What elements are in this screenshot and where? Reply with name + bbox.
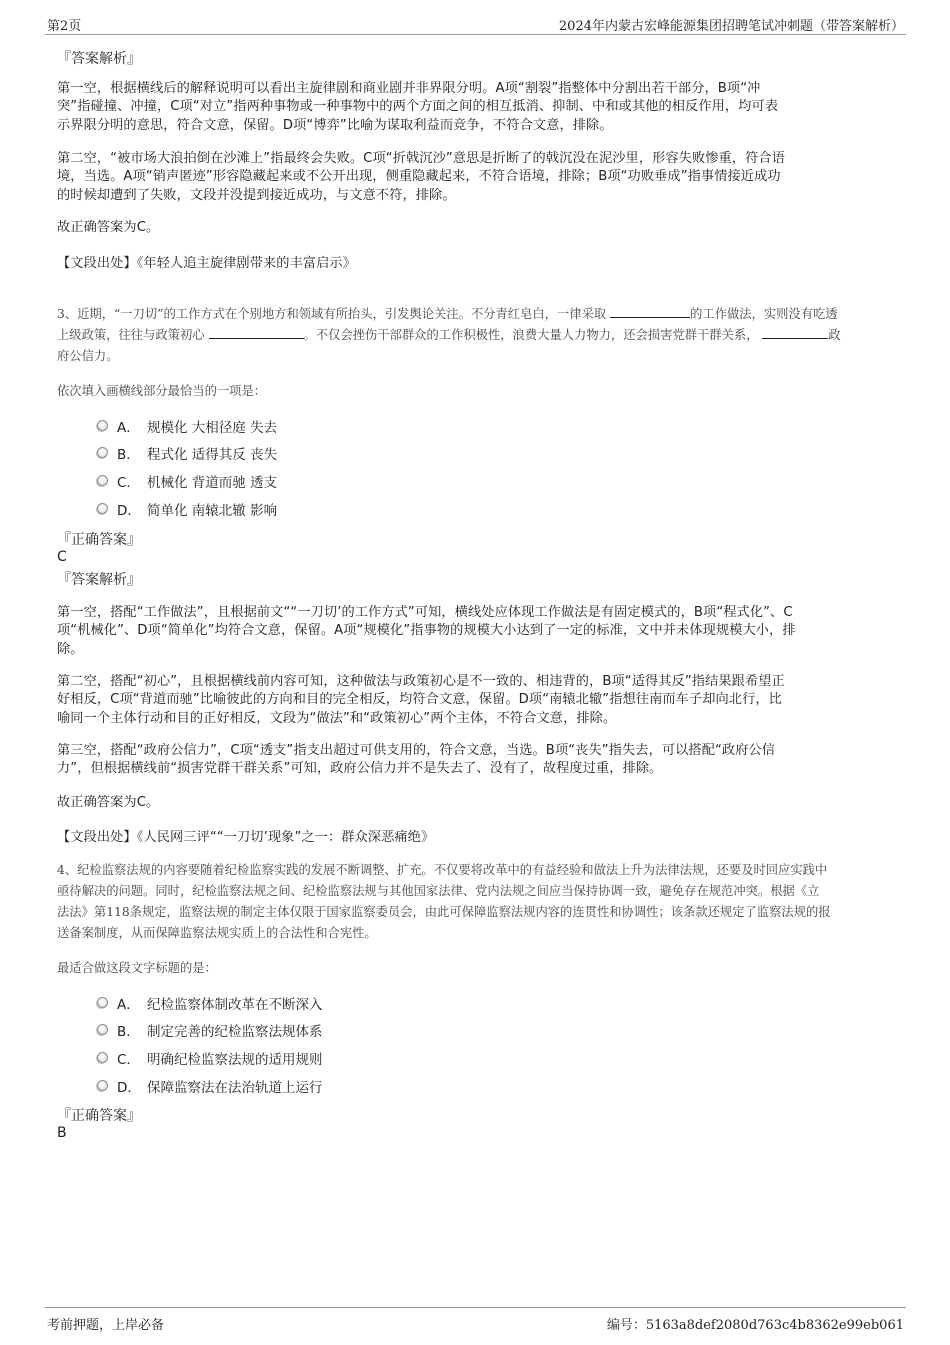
radio-button-icon[interactable] bbox=[97, 420, 108, 431]
text-line: 第二空，搭配“初心”，且根据横线前内容可知，这种做法与政策初心是不一致的、相违背的，B项“适得其反”指结果跟希望正 bbox=[57, 674, 785, 689]
radio-button-icon[interactable] bbox=[97, 1080, 108, 1091]
text-line: 除。 bbox=[57, 641, 84, 657]
text-line: 项“机械化”、D项“简单化”均符合文意，保留。A项“规模化”指事物的规模大小达到了一定的标准，文中并未体现规模大小，排 bbox=[57, 623, 796, 639]
text-line: 第二空，“被市场大浪拍倒在沙滩上”指最终会失败。C项“折戟沉沙”意思是折断了的戟沉没在泥沙里，形容失败惨重，符合语 bbox=[57, 151, 785, 166]
option-text: 保障监察法在法治轨道上运行 bbox=[147, 1080, 323, 1096]
analysis-tag: 『答案解析』 bbox=[57, 51, 141, 67]
conclusion: 故正确答案为C。 bbox=[57, 220, 160, 235]
source-citation: 【文段出处】《人民网三评““一刀切’现象”之一：群众深恶痛绝》 bbox=[57, 830, 435, 845]
text-line: 第三空，搭配“政府公信力”，C项“透支”指支出超过可供支用的，符合文意，当选。B项“丧失”指失去，可以搭配“政府公信 bbox=[57, 743, 776, 758]
page-number: 第2页 bbox=[47, 19, 82, 34]
question-4-text bbox=[57, 860, 900, 944]
option-letter: B． bbox=[117, 1024, 140, 1040]
correct-answer: C bbox=[57, 549, 67, 565]
question-line: 上级政策，往往与政策初心 。不仅会挫伤干部群众的工作积极性，浪费大量人力物力，还会损害党群干群关系， 政 bbox=[57, 328, 841, 342]
fill-blank-2 bbox=[209, 326, 304, 339]
text-line: 喻同一个主体行动和目的正好相反，文段为“做法”和“政策初心”两个主体，不符合文意，排除。 bbox=[57, 710, 617, 726]
text-line: 第一空，根据横线后的解释说明可以看出主旋律剧和商业剧并非界限分明。A项“割裂”指整体中分割出若干部分，B项“冲 bbox=[57, 81, 761, 96]
analysis-paragraph-3 bbox=[57, 742, 900, 779]
text-line: 突”指碰撞、冲撞，C项“对立”指两种事物或一种事物中的两个方面之间的相互抵消、抑制、中和或其他的相反作用，均可表 bbox=[57, 99, 779, 115]
source-citation: 【文段出处】《年轻人追主旋律剧带来的丰富启示》 bbox=[57, 256, 357, 271]
option-letter: D． bbox=[117, 1080, 141, 1096]
text-line: 第一空，搭配“工作做法”，且根据前文““一刀切’的工作方式”可知，横线处应体现工作做法是有固定模式的，B项“程式化”、C bbox=[57, 605, 793, 620]
text-line: 力”，但根据横线前“损害党群干群关系”可知，政府公信力并不是失去了、没有了，故程度过重，排除。 bbox=[57, 761, 663, 777]
option-letter: A． bbox=[117, 997, 140, 1013]
analysis-paragraph-2 bbox=[57, 150, 900, 205]
answer-tag: 『正确答案』 bbox=[57, 532, 141, 548]
question-line: 送备案制度，从而保障监察法规实质上的合法性和合宪性。 bbox=[57, 926, 377, 940]
option-text: 制定完善的纪检监察法规体系 bbox=[147, 1024, 323, 1040]
option-text: 规模化 大相径庭 失去 bbox=[147, 420, 278, 436]
question-line: 3、近期，“一刀切”的工作方式在个别地方和领域有所抬头，引发舆论关注。不分青红皂白，一律采取 的工作做法，实则没有吃透 bbox=[57, 307, 838, 321]
radio-button-icon[interactable] bbox=[97, 1024, 108, 1035]
option-text: 明确纪检监察法规的适用规则 bbox=[147, 1052, 323, 1068]
footer-slogan: 考前押题，上岸必备 bbox=[47, 1318, 165, 1333]
question-line: 4、纪检监察法规的内容要随着纪检监察实践的发展不断调整、扩充。不仅要将改革中的有益经验和做法上升为法律法规，还要及时回应实践中 bbox=[57, 863, 828, 877]
analysis-tag: 『答案解析』 bbox=[57, 572, 141, 588]
document-serial-number: 编号：5163a8def2080d763c4b8362e99eb061 bbox=[606, 1318, 904, 1333]
option-letter: D． bbox=[117, 503, 141, 519]
radio-button-icon[interactable] bbox=[97, 475, 108, 486]
fill-blank-3 bbox=[762, 326, 828, 339]
option-letter: A． bbox=[117, 420, 140, 436]
text-line: 好相反，C项“背道而驰”比喻彼此的方向和目的完全相反，均符合文意，保留。D项“南辕北辙”指想往南而车子却向北行，比 bbox=[57, 692, 782, 708]
radio-button-icon[interactable] bbox=[97, 997, 108, 1008]
option-text: 机械化 背道而驰 透支 bbox=[147, 475, 278, 491]
analysis-paragraph-2 bbox=[57, 673, 900, 728]
analysis-paragraph-1 bbox=[57, 80, 900, 135]
question-line: 法法》第118条规定，监察法规的制定主体仅限于国家监察委员会，由此可保障监察法规内容的连贯性和协调性；该条款还规定了监察法规的报 bbox=[57, 905, 831, 919]
option-letter: B． bbox=[117, 447, 140, 463]
text-line: 示界限分明的意思，符合文意，保留。D项“博弈”比喻为谋取利益而竞争，不符合文意，排除。 bbox=[57, 117, 613, 133]
page-header bbox=[45, 12, 906, 35]
question-3-text bbox=[57, 304, 900, 367]
correct-answer: B bbox=[57, 1125, 67, 1141]
option-letter: C． bbox=[117, 475, 140, 491]
option-text: 纪检监察体制改革在不断深入 bbox=[147, 997, 323, 1013]
analysis-paragraph-1 bbox=[57, 604, 900, 659]
option-text: 简单化 南辕北辙 影响 bbox=[147, 503, 278, 519]
fill-blank-1 bbox=[610, 305, 690, 318]
radio-button-icon[interactable] bbox=[97, 447, 108, 458]
radio-button-icon[interactable] bbox=[97, 503, 108, 514]
radio-button-icon[interactable] bbox=[97, 1052, 108, 1063]
option-letter: C． bbox=[117, 1052, 140, 1068]
document-title: 2024年内蒙古宏峰能源集团招聘笔试冲刺题（带答案解析） bbox=[558, 19, 904, 34]
conclusion: 故正确答案为C。 bbox=[57, 795, 160, 810]
text-line: 境，当选。A项“销声匿迹”形容隐藏起来或不公开出现，侧重隐藏起来，不符合语境，排除；B项“功败垂成”指事情接近成功 bbox=[57, 169, 781, 185]
page-footer bbox=[45, 1307, 906, 1334]
answer-tag: 『正确答案』 bbox=[57, 1108, 141, 1124]
question-prompt: 最适合做这段文字标题的是： bbox=[57, 961, 217, 975]
question-line: 亟待解决的问题。同时，纪检监察法规之间、纪检监察法规与其他国家法律、党内法规之间应当保持协调一致，避免存在规范冲突。根据《立 bbox=[57, 884, 820, 898]
text-line: 的时候却遭到了失败，文段并没提到接近成功，与文意不符，排除。 bbox=[57, 187, 456, 203]
question-line: 府公信力。 bbox=[57, 349, 119, 363]
question-prompt: 依次填入画横线部分最恰当的一项是： bbox=[57, 384, 267, 398]
option-text: 程式化 适得其反 丧失 bbox=[147, 447, 278, 463]
